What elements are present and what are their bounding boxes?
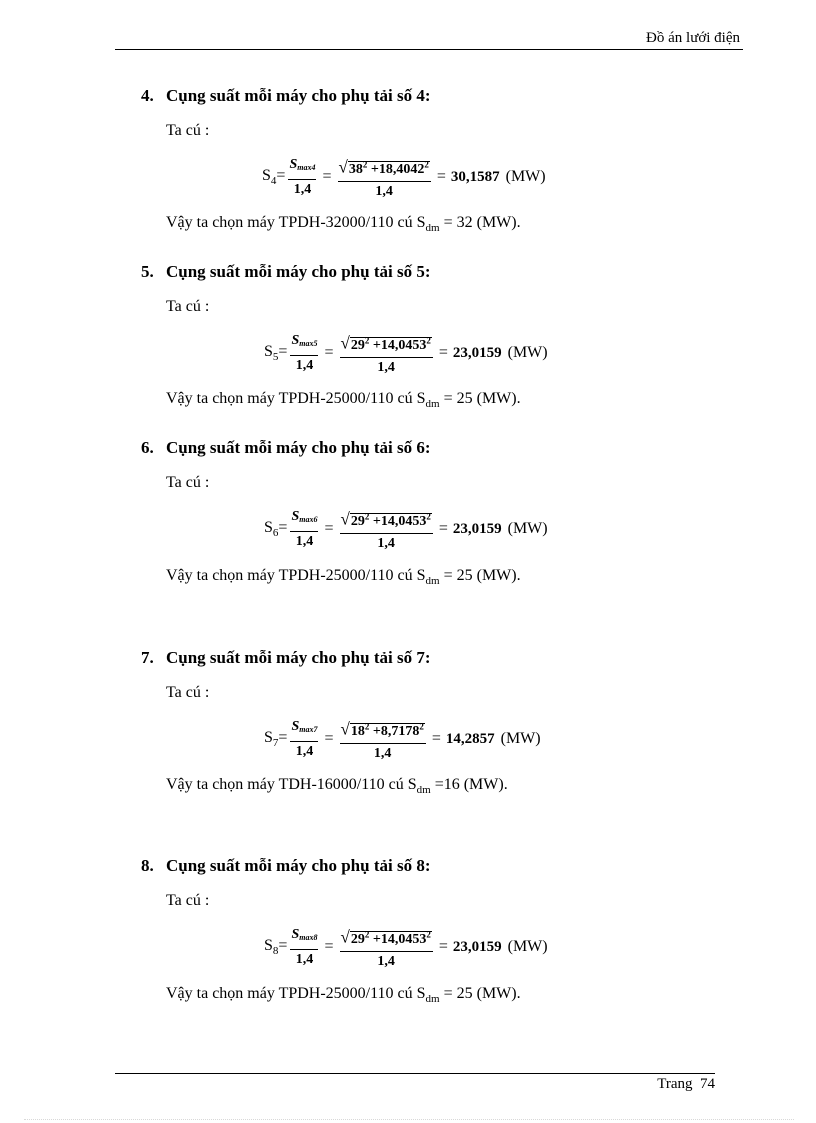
section-number: 5. — [141, 262, 154, 281]
formula-unit: (MW) — [507, 938, 548, 956]
smax-symbol: Smax4 — [288, 155, 316, 180]
fraction-denominator: 1,4 — [295, 358, 314, 374]
smax-fraction — [290, 507, 318, 551]
sqrt-fraction — [340, 506, 433, 553]
section-heading — [141, 86, 431, 106]
sqrt-fraction — [340, 716, 426, 763]
sqrt-fraction — [340, 924, 433, 971]
sqrt-expression: $√29^2 +14,0453^2$ — [340, 506, 433, 534]
section-heading-text: Cụng suất mỗi máy cho phụ tải số 7: — [166, 648, 431, 667]
smax-symbol: Smax5 — [290, 331, 318, 356]
sqrt-fraction — [340, 330, 433, 377]
section-heading — [141, 262, 431, 282]
smax-fraction — [290, 331, 318, 375]
conclusion-text: Vậy ta chọn máy TPDH-25000/110 cú $S_{dm} = 25$ (MW). — [166, 390, 521, 411]
conclusion-text: Vậy ta chọn máy TPDH-25000/110 cú $S_{dm} = 25$ (MW). — [166, 567, 521, 588]
sqrt-expression: $√29^2 +14,0453^2$ — [340, 924, 433, 952]
section-number: 8. — [141, 856, 154, 875]
smax-symbol: Smax7 — [290, 717, 318, 742]
formula-unit: (MW) — [505, 168, 546, 186]
intro-text: Ta cú : — [166, 892, 210, 909]
fraction-denominator: 1,4 — [295, 534, 314, 550]
conclusion-text: Vậy ta chọn máy TPDH-25000/110 cú $S_{dm} = 25$ (MW). — [166, 985, 521, 1006]
header-rule — [115, 49, 743, 50]
fraction-denominator: 1,4 — [293, 182, 312, 198]
power-formula: $S_4=$ $\frac{Smax4}{1,4}$ = $\frac{√38^2 +18,4042^2}{1,4}$ = 30,1587 (MW) — [262, 154, 546, 201]
intro-text: Ta cú : — [166, 122, 210, 139]
footer-rule — [115, 1073, 715, 1074]
formula-lhs: $S_4=$ — [262, 167, 286, 188]
section-heading-text: Cụng suất mỗi máy cho phụ tải số 4: — [166, 86, 431, 105]
section-heading — [141, 648, 431, 668]
sqrt-expression: $√29^2 +14,0453^2$ — [340, 330, 433, 358]
power-formula: $S_8=$ $\frac{Smax8}{1,4}$ = $\frac{√29^2 +14,0453^2}{1,4}$ = 23,0159 (MW) — [264, 924, 548, 971]
document-title: Đồ án lưới điện — [646, 30, 740, 46]
power-formula: $S_5=$ $\frac{Smax5}{1,4}$ = $\frac{√29^2 +14,0453^2}{1,4}$ = 23,0159 (MW) — [264, 330, 548, 377]
section-heading — [141, 438, 431, 458]
formula-lhs: $S_6=$ — [264, 519, 288, 540]
sqrt-fraction — [338, 154, 431, 201]
fraction-denominator: 1,4 — [295, 952, 314, 968]
smax-symbol: Smax6 — [290, 507, 318, 532]
section-heading — [141, 856, 431, 876]
smax-symbol: Smax8 — [290, 925, 318, 950]
formula-unit: (MW) — [507, 344, 548, 362]
fraction-denominator: 1,4 — [295, 744, 314, 760]
fraction-denominator: 1,4 — [377, 359, 395, 375]
power-formula: $S_6=$ $\frac{Smax6}{1,4}$ = $\frac{√29^2 +14,0453^2}{1,4}$ = 23,0159 (MW) — [264, 506, 548, 553]
fraction-denominator: 1,4 — [375, 183, 393, 199]
formula-unit: (MW) — [507, 520, 548, 538]
fraction-denominator: 1,4 — [377, 953, 395, 969]
formula-lhs: $S_8=$ — [264, 937, 288, 958]
sqrt-expression: $√38^2 +18,4042^2$ — [338, 154, 431, 182]
formula-unit: (MW) — [500, 730, 541, 748]
section-number: 6. — [141, 438, 154, 457]
smax-fraction — [290, 925, 318, 969]
sqrt-expression: $√18^2 +8,7178^2$ — [340, 716, 426, 744]
power-formula: $S_7=$ $\frac{Smax7}{1,4}$ = $\frac{√18^2 +8,7178^2}{1,4}$ = 14,2857 (MW) — [264, 716, 541, 763]
page-edge-divider — [24, 1119, 794, 1120]
fraction-denominator: 1,4 — [377, 535, 395, 551]
intro-text: Ta cú : — [166, 684, 210, 701]
page-number: Trang 74 — [657, 1076, 715, 1092]
formula-result: 23,0159 — [452, 938, 502, 955]
conclusion-text: Vậy ta chọn máy TPDH-32000/110 cú $S_{dm} = 32$ (MW). — [166, 214, 521, 235]
section-number: 4. — [141, 86, 154, 105]
section-heading-text: Cụng suất mỗi máy cho phụ tải số 8: — [166, 856, 431, 875]
smax-fraction — [288, 155, 316, 199]
formula-lhs: $S_7=$ — [264, 729, 288, 750]
intro-text: Ta cú : — [166, 474, 210, 491]
formula-result: 23,0159 — [452, 520, 502, 537]
formula-result: 14,2857 — [445, 730, 495, 747]
smax-fraction — [290, 717, 318, 761]
conclusion-text: Vậy ta chọn máy TDH-16000/110 cú $S_{dm} =16$ (MW). — [166, 776, 508, 797]
formula-result: 30,1587 — [450, 168, 500, 185]
formula-lhs: $S_5=$ — [264, 343, 288, 364]
fraction-denominator: 1,4 — [373, 745, 392, 761]
section-number: 7. — [141, 648, 154, 667]
formula-result: 23,0159 — [452, 344, 502, 361]
intro-text: Ta cú : — [166, 298, 210, 315]
section-heading-text: Cụng suất mỗi máy cho phụ tải số 6: — [166, 438, 431, 457]
section-heading-text: Cụng suất mỗi máy cho phụ tải số 5: — [166, 262, 431, 281]
